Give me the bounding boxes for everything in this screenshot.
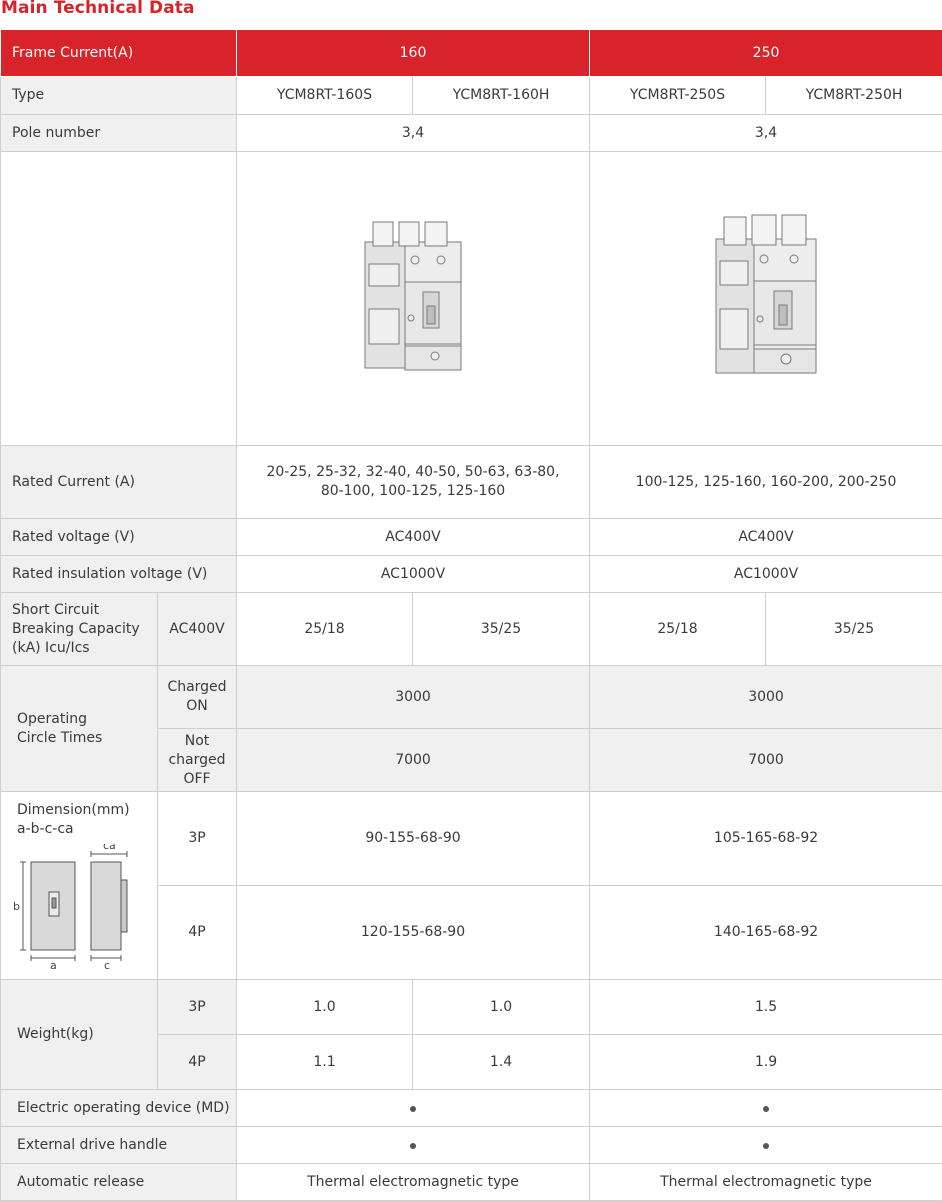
- rated-current-160: [237, 446, 590, 519]
- insulation-label: Rated insulation voltage (V): [1, 556, 237, 593]
- page-title: Main Technical Data: [1, 0, 195, 18]
- weight-3p-160s: 1.0: [237, 980, 413, 1035]
- type-label: Type: [1, 77, 237, 115]
- dimension-4p-label: 4P: [158, 886, 237, 980]
- auto-release-250: Thermal electromagnetic type: [590, 1164, 942, 1201]
- frame-current-label: Frame Current(A): [1, 30, 237, 77]
- breaker-250-image: [590, 152, 942, 446]
- dimension-3p-160: 90-155-68-90: [237, 792, 590, 886]
- image-row: [1, 152, 942, 446]
- dimension-3p-250: 105-165-68-92: [590, 792, 942, 886]
- short-circuit-label: [1, 593, 158, 666]
- weight-4p-250: 1.9: [590, 1035, 942, 1090]
- short-circuit-sub: AC400V: [158, 593, 237, 666]
- auto-release-160: Thermal electromagnetic type: [237, 1164, 590, 1201]
- image-row-label: [1, 152, 237, 446]
- weight-label-text: Weight(kg): [12, 1025, 157, 1044]
- rated-voltage-row: [1, 519, 942, 556]
- weight-4p-160h: 1.4: [413, 1035, 590, 1090]
- available-dot-icon: [410, 1106, 416, 1112]
- model-250s: YCM8RT-250S: [590, 77, 766, 115]
- rated-current-row: [1, 446, 942, 519]
- operating-label-l1: Operating: [12, 710, 157, 729]
- weight-3p-160h: 1.0: [413, 980, 590, 1035]
- drive-handle-row: [1, 1127, 942, 1164]
- operating-on-250: 3000: [590, 666, 942, 729]
- model-160h: YCM8RT-160H: [413, 77, 590, 115]
- pole-row: [1, 115, 942, 152]
- operating-off-250: 7000: [590, 729, 942, 792]
- operating-on-row: [1, 666, 942, 729]
- weight-4p-160s: 1.1: [237, 1035, 413, 1090]
- sc-250s: 25/18: [590, 593, 766, 666]
- rated-current-160-line2: 80-100, 100-125, 125-160: [237, 482, 589, 501]
- dimension-3p-label: 3P: [158, 792, 237, 886]
- charged-on-l1: Charged: [158, 678, 236, 697]
- pole-label: Pole number: [1, 115, 237, 152]
- short-circuit-label-l2: Breaking Capacity: [12, 620, 157, 639]
- pole-250: 3,4: [590, 115, 942, 152]
- drive-handle-160: [237, 1127, 590, 1164]
- dimension-cell: [1, 792, 158, 980]
- drive-handle-250: [590, 1127, 942, 1164]
- dimension-4p-250: 140-165-68-92: [590, 886, 942, 980]
- insulation-160: AC1000V: [237, 556, 590, 593]
- charged-on-label: [158, 666, 237, 729]
- not-charged-l2: charged: [158, 751, 236, 770]
- frame-160: 160: [237, 30, 590, 77]
- available-dot-icon: [410, 1143, 416, 1149]
- breaker-160-image: [237, 152, 590, 446]
- not-charged-l1: Not: [158, 732, 236, 751]
- available-dot-icon: [763, 1143, 769, 1149]
- electric-device-label-text: Electric operating device (MD): [12, 1100, 230, 1116]
- short-circuit-row: [1, 593, 942, 666]
- rated-current-label: Rated Current (A): [1, 446, 237, 519]
- not-charged-l3: OFF: [158, 770, 236, 789]
- weight-3p-row: [1, 980, 942, 1035]
- technical-data-table: [0, 29, 942, 1201]
- charged-on-l2: ON: [158, 697, 236, 716]
- weight-3p-label: 3P: [158, 980, 237, 1035]
- short-circuit-label-l3: (kA) Icu/Ics: [12, 639, 157, 658]
- dim-c-label: c: [104, 959, 110, 969]
- dimension-diagram: [11, 844, 141, 969]
- weight-label: [1, 980, 158, 1090]
- rated-current-160-line1: 20-25, 25-32, 32-40, 40-50, 50-63, 63-80,: [237, 463, 589, 482]
- weight-3p-250: 1.5: [590, 980, 942, 1035]
- drive-handle-label-text: External drive handle: [12, 1137, 167, 1153]
- rated-voltage-label: Rated voltage (V): [1, 519, 237, 556]
- rated-current-250: 100-125, 125-160, 160-200, 200-250: [590, 446, 942, 519]
- electric-device-row: [1, 1090, 942, 1127]
- dimension-label-l2: a-b-c-ca: [17, 820, 130, 839]
- auto-release-row: [1, 1164, 942, 1201]
- model-250h: YCM8RT-250H: [766, 77, 942, 115]
- type-row: [1, 77, 942, 115]
- operating-label: [1, 666, 158, 792]
- model-160s: YCM8RT-160S: [237, 77, 413, 115]
- operating-off-160: 7000: [237, 729, 590, 792]
- short-circuit-label-l1: Short Circuit: [12, 601, 157, 620]
- weight-4p-label: 4P: [158, 1035, 237, 1090]
- rated-voltage-250: AC400V: [590, 519, 942, 556]
- not-charged-off-label: [158, 729, 237, 792]
- sc-250h: 35/25: [766, 593, 942, 666]
- dimension-label-l1: Dimension(mm): [17, 801, 130, 820]
- dimension-3p-row: [1, 792, 942, 886]
- sc-160s: 25/18: [237, 593, 413, 666]
- insulation-row: [1, 556, 942, 593]
- electric-device-250: [590, 1090, 942, 1127]
- insulation-250: AC1000V: [590, 556, 942, 593]
- dim-ca-label: ca: [103, 844, 116, 852]
- dim-b-label: b: [13, 900, 20, 913]
- drive-handle-label: [1, 1127, 237, 1164]
- rated-voltage-160: AC400V: [237, 519, 590, 556]
- header-row: [1, 30, 942, 77]
- electric-device-label: [1, 1090, 237, 1127]
- sc-160h: 35/25: [413, 593, 590, 666]
- operating-label-l2: Circle Times: [12, 729, 157, 748]
- auto-release-label: [1, 1164, 237, 1201]
- operating-on-160: 3000: [237, 666, 590, 729]
- available-dot-icon: [763, 1106, 769, 1112]
- dim-a-label: a: [50, 959, 57, 969]
- auto-release-label-text: Automatic release: [12, 1174, 144, 1190]
- electric-device-160: [237, 1090, 590, 1127]
- frame-250: 250: [590, 30, 942, 77]
- pole-160: 3,4: [237, 115, 590, 152]
- dimension-4p-160: 120-155-68-90: [237, 886, 590, 980]
